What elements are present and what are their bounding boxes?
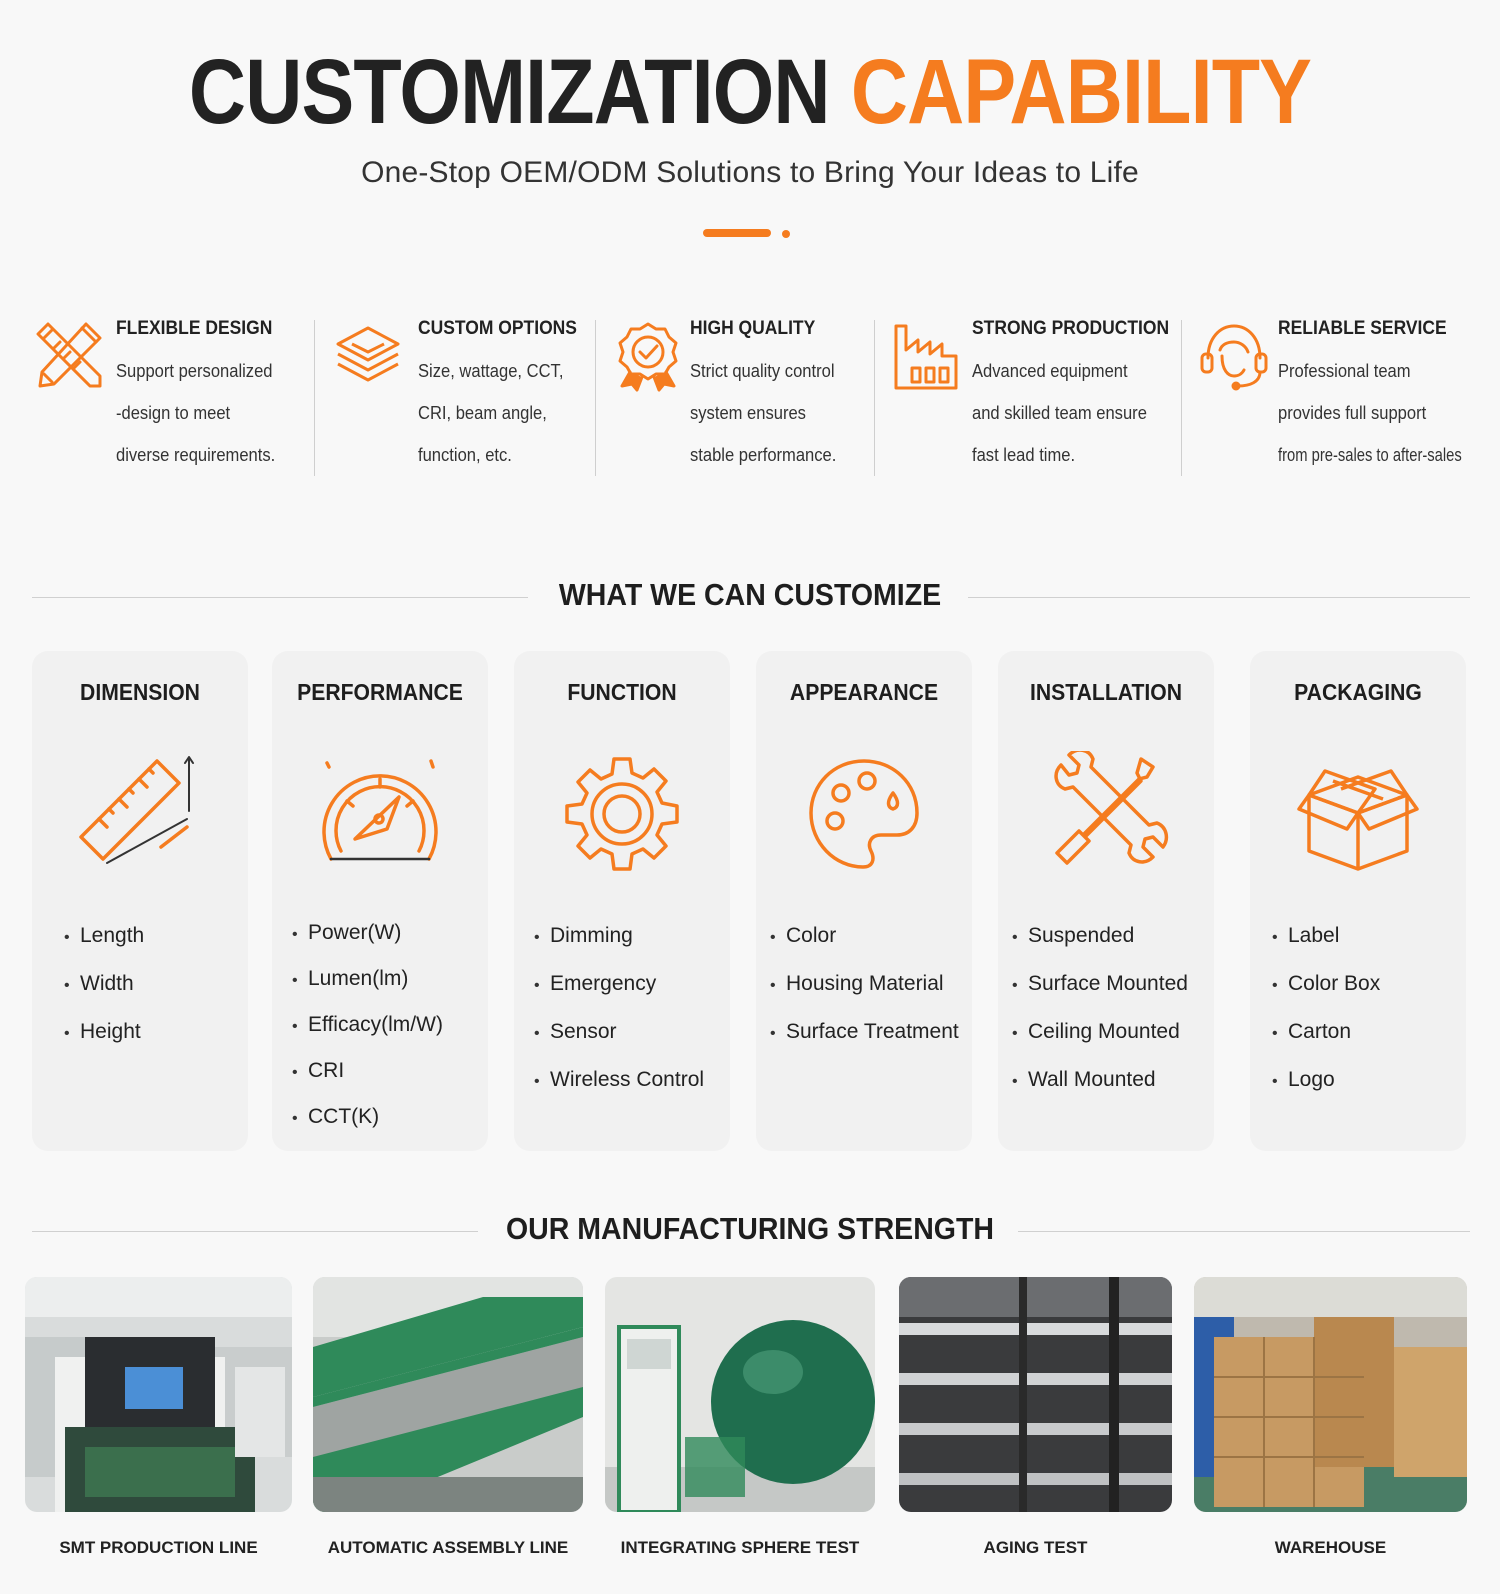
feature-desc-line: stable performance. <box>690 445 837 465</box>
list-item: • Wireless Control <box>534 1057 704 1105</box>
photo-label: AUTOMATIC ASSEMBLY LINE <box>327 1538 569 1557</box>
feature-desc-line: Size, wattage, CCT, <box>418 361 564 381</box>
customize-card-performance <box>272 651 488 1151</box>
card-item-list <box>1272 913 1380 1105</box>
gauge-icon <box>317 751 443 877</box>
card-item-list <box>1012 913 1188 1105</box>
feature-desc-line: diverse requirements. <box>116 445 276 465</box>
pencil-ruler-icon <box>34 320 106 392</box>
title-divider-bar <box>703 229 771 237</box>
customize-card-installation <box>998 651 1214 1151</box>
photo-label: WAREHOUSE <box>1274 1538 1387 1557</box>
feature-desc-line: -design to meet <box>116 403 231 423</box>
feature-separator <box>595 320 596 476</box>
list-item: • Dimming <box>534 913 704 961</box>
tools-icon <box>1043 751 1169 877</box>
customize-section-heading <box>0 577 1500 617</box>
quality-badge-icon <box>612 320 684 392</box>
card-title: DIMENSION <box>80 679 200 705</box>
list-item: • Power(W) <box>292 911 443 957</box>
list-item: • Efficacy(lm/W) <box>292 1003 443 1049</box>
feature-separator <box>874 320 875 476</box>
list-item: • Suspended <box>1012 913 1188 961</box>
card-title: APPEARANCE <box>789 679 939 705</box>
feature-desc-line: CRI, beam angle, <box>418 403 547 423</box>
feature-title: RELIABLE SERVICE <box>1278 318 1447 339</box>
card-item-list <box>64 913 144 1057</box>
photo-integrating-sphere-test <box>605 1277 875 1512</box>
feature-custom-options <box>332 316 592 476</box>
title-dark: CUSTOMIZATION <box>188 41 830 143</box>
layers-icon <box>332 320 404 392</box>
feature-strong-production <box>892 316 1172 476</box>
list-item: • Color <box>770 913 959 961</box>
feature-separator <box>314 320 315 476</box>
factory-icon <box>892 320 964 392</box>
list-item: • Label <box>1272 913 1380 961</box>
list-item: • Surface Mounted <box>1012 961 1188 1009</box>
photo-label: SMT PRODUCTION LINE <box>59 1538 258 1557</box>
photo-label: AGING TEST <box>983 1538 1088 1557</box>
card-title: INSTALLATION <box>1029 679 1183 705</box>
box-icon <box>1295 751 1421 877</box>
feature-desc-line: fast lead time. <box>972 445 1076 465</box>
customize-card-function <box>514 651 730 1151</box>
feature-reliable-service <box>1198 316 1488 476</box>
list-item: • Emergency <box>534 961 704 1009</box>
feature-separator <box>1181 320 1182 476</box>
photo-automatic-assembly-line <box>313 1277 583 1512</box>
photo-warehouse <box>1194 1277 1467 1512</box>
customize-heading: WHAT WE CAN CUSTOMIZE <box>558 577 942 612</box>
feature-desc-line: Advanced equipment <box>972 361 1128 381</box>
manufacturing-heading: OUR MANUFACTURING STRENGTH <box>505 1211 994 1246</box>
card-title: PERFORMANCE <box>297 679 463 705</box>
title-accent: CAPABILITY <box>850 41 1312 143</box>
list-item: • Logo <box>1272 1057 1380 1105</box>
feature-desc-line: provides full support <box>1278 403 1427 423</box>
list-item: • Height <box>64 1009 144 1057</box>
feature-title: CUSTOM OPTIONS <box>418 318 577 339</box>
card-title: PACKAGING <box>1294 679 1422 705</box>
ruler-icon <box>77 751 203 877</box>
card-title: FUNCTION <box>567 679 677 705</box>
photo-smt-production-line <box>25 1277 292 1512</box>
title-divider-dot <box>782 230 790 238</box>
list-item: • Wall Mounted <box>1012 1057 1188 1105</box>
page-subtitle: One-Stop OEM/ODM Solutions to Bring Your Ideas to Life <box>361 156 1139 189</box>
card-item-list <box>534 913 704 1105</box>
photo-label: INTEGRATING SPHERE TEST <box>620 1538 860 1557</box>
customize-card-appearance <box>756 651 972 1151</box>
customize-card-packaging <box>1250 651 1466 1151</box>
page-title <box>105 42 1395 142</box>
feature-title: STRONG PRODUCTION <box>972 318 1170 339</box>
feature-desc-line: system ensures <box>690 403 806 423</box>
list-item: • Surface Treatment <box>770 1009 959 1057</box>
feature-desc-line: from pre-sales to after-sales <box>1278 445 1462 465</box>
feature-flexible-design <box>34 316 294 476</box>
list-item: • Width <box>64 961 144 1009</box>
feature-desc-line: Support personalized <box>116 361 273 381</box>
list-item: • Carton <box>1272 1009 1380 1057</box>
headset-icon <box>1198 320 1270 392</box>
customize-card-dimension <box>32 651 248 1151</box>
photo-aging-test <box>899 1277 1172 1512</box>
feature-desc-line: Professional team <box>1278 361 1411 381</box>
feature-high-quality <box>612 316 862 476</box>
gear-icon <box>559 751 685 877</box>
feature-title: FLEXIBLE DESIGN <box>116 318 273 339</box>
card-item-list <box>770 913 959 1057</box>
list-item: • Housing Material <box>770 961 959 1009</box>
feature-desc-line: and skilled team ensure <box>972 403 1147 423</box>
list-item: • Length <box>64 913 144 961</box>
palette-icon <box>801 751 927 877</box>
list-item: • Color Box <box>1272 961 1380 1009</box>
list-item: • CCT(K) <box>292 1095 443 1141</box>
feature-desc-line: function, etc. <box>418 445 512 465</box>
list-item: • Sensor <box>534 1009 704 1057</box>
feature-title: HIGH QUALITY <box>690 318 816 339</box>
feature-desc-line: Strict quality control <box>690 361 835 381</box>
manufacturing-section-heading <box>0 1211 1500 1251</box>
card-item-list <box>292 911 443 1141</box>
list-item: • CRI <box>292 1049 443 1095</box>
list-item: • Ceiling Mounted <box>1012 1009 1188 1057</box>
list-item: • Lumen(lm) <box>292 957 443 1003</box>
